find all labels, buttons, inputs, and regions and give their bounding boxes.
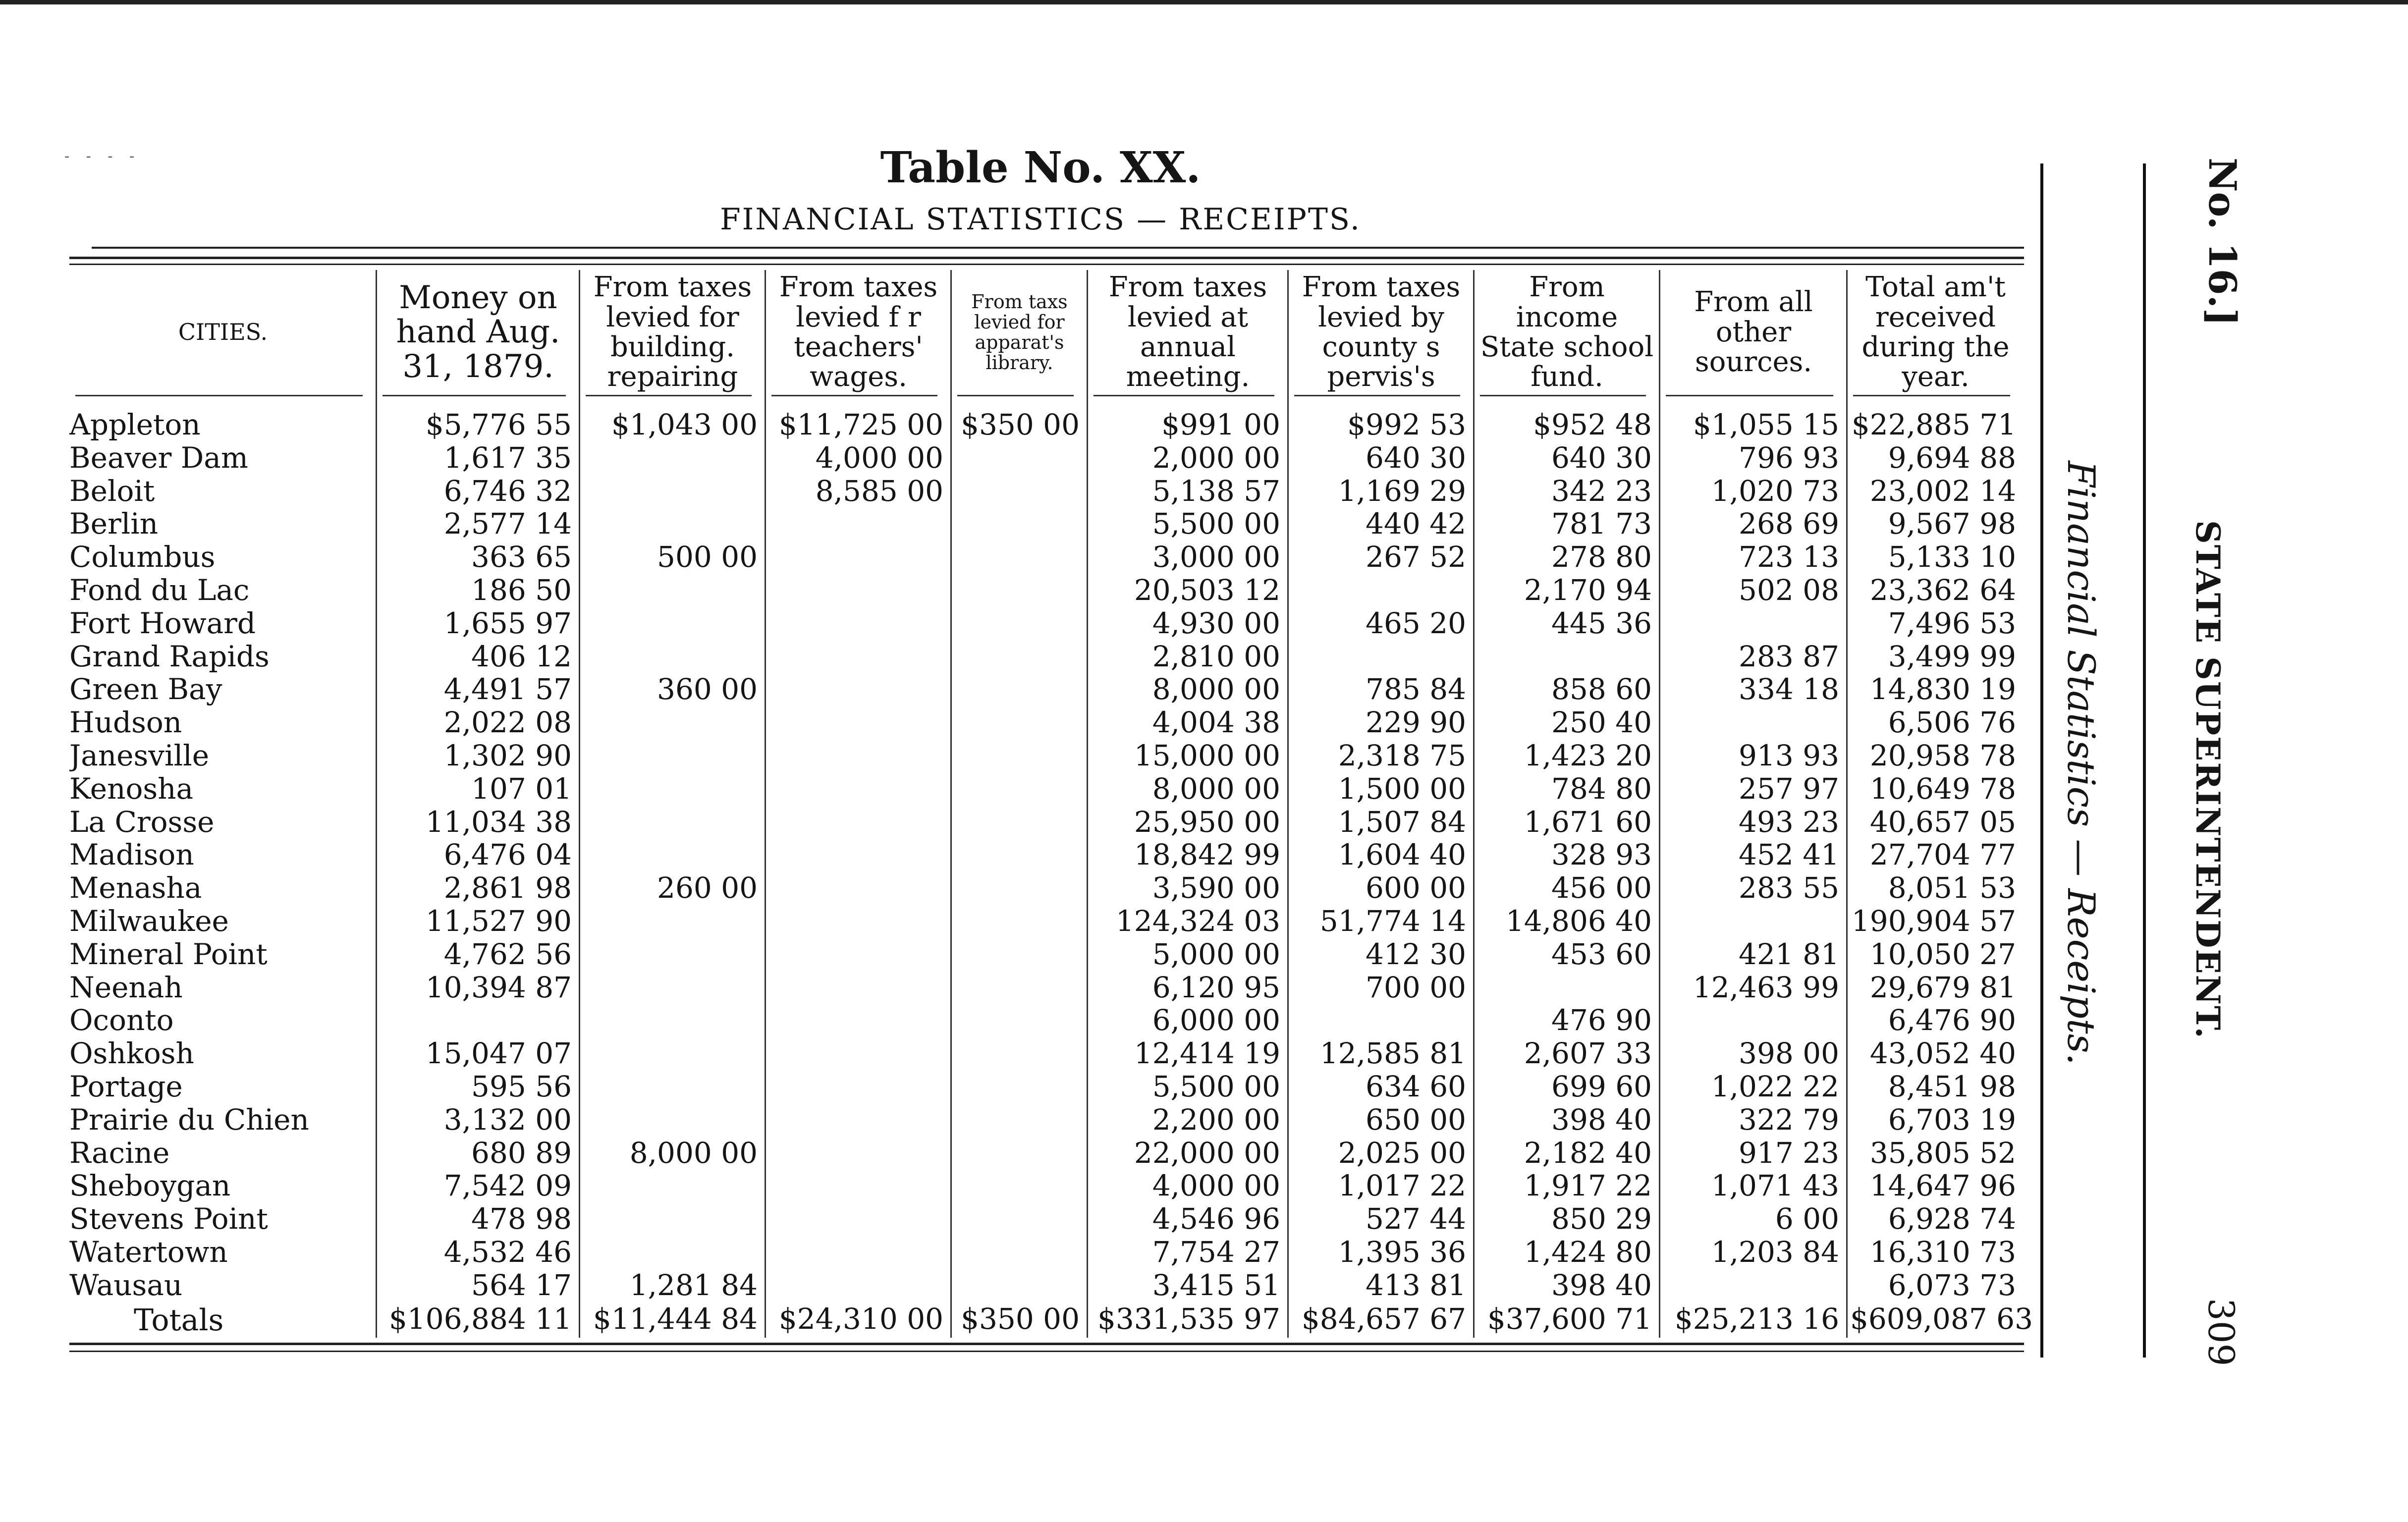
table-cell: $992 53 <box>1347 408 1466 441</box>
table-cell: 12,585 81 <box>1319 1036 1466 1070</box>
table-cell: 700 00 <box>1366 971 1466 1004</box>
table-cell: 8,585 00 <box>815 474 943 508</box>
column-header <box>585 268 761 397</box>
table-cell: 634 60 <box>1366 1070 1466 1103</box>
table-cell: $350 00 <box>961 408 1080 441</box>
table-cell: 250 40 <box>1551 706 1652 739</box>
totals-cell: $25,213 16 <box>1674 1302 1839 1336</box>
column-divider <box>376 270 377 1338</box>
column-header <box>74 268 372 397</box>
table-cell: 5,500 00 <box>1152 507 1280 541</box>
table-cell: 699 60 <box>1551 1070 1652 1103</box>
table-cell: 6,476 90 <box>1888 1003 2016 1037</box>
table-cell: 268 69 <box>1739 507 1839 541</box>
table-cell: 283 55 <box>1739 871 1839 905</box>
table-cell: 9,567 98 <box>1888 507 2016 541</box>
city-name: Appleton <box>69 409 201 441</box>
table-cell: 1,671 60 <box>1524 805 1652 839</box>
table-cell: 650 00 <box>1366 1103 1466 1137</box>
table-cell: 6,746 32 <box>443 474 572 508</box>
table-cell: 283 87 <box>1739 640 1839 673</box>
table-cell: 4,004 38 <box>1152 706 1280 739</box>
table-cell: 15,047 07 <box>425 1036 572 1070</box>
table-cell: 913 93 <box>1739 739 1839 772</box>
table-cell: 527 44 <box>1366 1202 1466 1236</box>
table-cell: 2,861 98 <box>443 871 572 905</box>
header-underline <box>1094 395 1274 396</box>
column-divider <box>950 270 952 1338</box>
totals-cell: $24,310 00 <box>778 1302 943 1336</box>
table-cell: 5,000 00 <box>1152 937 1280 971</box>
table-cell: 1,169 29 <box>1338 474 1466 508</box>
totals-cell: $11,444 84 <box>593 1302 758 1336</box>
table-cell: 260 00 <box>657 871 758 905</box>
table-cell: 3,590 00 <box>1152 871 1280 905</box>
table-cell: 7,754 27 <box>1152 1235 1280 1269</box>
column-header <box>1852 268 2019 397</box>
column-header <box>1479 268 1655 397</box>
table-cell: 4,491 57 <box>443 672 572 706</box>
city-name: Beloit <box>69 475 155 507</box>
header-underline <box>771 395 937 396</box>
city-name: Oshkosh <box>69 1037 194 1070</box>
bottom-rule-2 <box>69 1351 2024 1352</box>
table-cell: 25,950 00 <box>1134 805 1280 839</box>
column-divider <box>1087 270 1088 1338</box>
table-cell: 640 30 <box>1366 441 1466 475</box>
table-cell: 12,463 99 <box>1693 971 1839 1004</box>
city-name: Beaver Dam <box>69 442 248 474</box>
table-cell: 478 98 <box>471 1202 572 1236</box>
table-cell: 1,617 35 <box>443 441 572 475</box>
table-cell: 14,830 19 <box>1869 672 2016 706</box>
city-name: Green Bay <box>69 673 222 706</box>
city-name: Hudson <box>69 707 182 739</box>
table-cell: 6,073 73 <box>1888 1268 2016 1302</box>
totals-cell: $106,884 11 <box>389 1302 572 1336</box>
bottom-rule <box>69 1343 2024 1345</box>
table-cell: $1,043 00 <box>611 408 758 441</box>
table-cell: 680 89 <box>471 1136 572 1170</box>
table-cell: 267 52 <box>1366 540 1466 574</box>
table-cell: 1,017 22 <box>1338 1169 1466 1202</box>
header-underline <box>1666 395 1833 396</box>
table-cell: 1,071 43 <box>1711 1169 1839 1202</box>
table-cell: 784 80 <box>1551 772 1652 806</box>
table-cell: 2,025 00 <box>1338 1136 1466 1170</box>
table-cell: 6,928 74 <box>1888 1202 2016 1236</box>
table-cell: 43,052 40 <box>1869 1036 2016 1070</box>
table-cell: 6,703 19 <box>1888 1103 2016 1137</box>
table-cell: 564 17 <box>471 1268 572 1302</box>
table-cell: 1,281 84 <box>629 1268 758 1302</box>
table-cell: 1,424 80 <box>1524 1235 1652 1269</box>
right-border-line <box>2040 163 2043 1358</box>
table-cell: 8,051 53 <box>1888 871 2016 905</box>
table-cell: 595 56 <box>471 1070 572 1103</box>
table-cell: 6,120 95 <box>1152 971 1280 1004</box>
table-cell: 500 00 <box>657 540 758 574</box>
column-header <box>1293 268 1469 397</box>
city-name: Columbus <box>69 541 216 573</box>
table-cell: 493 23 <box>1739 805 1839 839</box>
table-cell: 4,762 56 <box>443 937 572 971</box>
header-underline <box>1480 395 1646 396</box>
table-cell: 1,020 73 <box>1711 474 1839 508</box>
table-cell: 2,318 75 <box>1338 739 1466 772</box>
table-cell: 27,704 77 <box>1869 838 2016 871</box>
table-cell: 40,657 05 <box>1869 805 2016 839</box>
column-header-label: From income State school fund. <box>1480 271 1654 393</box>
column-header-label: From taxes levied f r teachers' wages. <box>779 271 938 393</box>
table-cell: 10,050 27 <box>1869 937 2016 971</box>
table-cell: 456 00 <box>1551 871 1652 905</box>
table-cell: 502 08 <box>1739 573 1839 607</box>
table-cell: 8,000 00 <box>1152 772 1280 806</box>
table-cell: 186 50 <box>471 573 572 607</box>
table-cell: 398 40 <box>1551 1268 1652 1302</box>
table-cell: $22,885 71 <box>1851 408 2016 441</box>
table-cell: 124,324 03 <box>1115 904 1280 938</box>
table-cell: 1,917 22 <box>1524 1169 1652 1202</box>
table-cell: 2,577 14 <box>443 507 572 541</box>
table-cell: 445 36 <box>1551 606 1652 640</box>
column-header <box>1093 268 1283 397</box>
city-name: Neenah <box>69 972 183 1004</box>
header-underline <box>383 395 566 396</box>
table-title: Table No. XX. <box>880 143 1201 193</box>
column-divider <box>1287 270 1289 1338</box>
table-cell: 29,679 81 <box>1869 971 2016 1004</box>
totals-cell: $84,657 67 <box>1301 1302 1466 1336</box>
table-subtitle: FINANCIAL STATISTICS — RECEIPTS. <box>720 202 1361 237</box>
table-cell: 51,774 14 <box>1319 904 1466 938</box>
table-cell: 4,000 00 <box>815 441 943 475</box>
table-cell: 8,000 00 <box>629 1136 758 1170</box>
table-cell: 322 79 <box>1739 1103 1839 1137</box>
table-cell: 850 29 <box>1551 1202 1652 1236</box>
stray-marks: - - - - <box>64 148 141 165</box>
table-cell: 640 30 <box>1551 441 1652 475</box>
header-underline <box>957 395 1074 396</box>
table-cell: 4,000 00 <box>1152 1169 1280 1202</box>
city-name: Janesville <box>69 740 210 772</box>
header-rule <box>69 264 2024 265</box>
table-cell: 476 90 <box>1551 1003 1652 1037</box>
page-number: 309 <box>2200 1298 2242 1366</box>
top-rule-2 <box>69 257 2024 259</box>
totals-cell: $37,600 71 <box>1487 1302 1652 1336</box>
table-cell: 7,542 09 <box>443 1169 572 1202</box>
table-cell: 18,842 99 <box>1134 838 1280 871</box>
table-cell: 10,649 78 <box>1869 772 2016 806</box>
table-cell: 328 93 <box>1551 838 1652 871</box>
table-cell: 3,000 00 <box>1152 540 1280 574</box>
column-header <box>1665 268 1842 397</box>
totals-cell: $331,535 97 <box>1097 1302 1280 1336</box>
table-cell: 398 40 <box>1551 1103 1652 1137</box>
table-cell: 7,496 53 <box>1888 606 2016 640</box>
table-cell: 1,203 84 <box>1711 1235 1839 1269</box>
city-name: Mineral Point <box>69 938 268 971</box>
table-cell: $991 00 <box>1161 408 1280 441</box>
header-underline <box>1294 395 1460 396</box>
table-cell: 2,200 00 <box>1152 1103 1280 1137</box>
table-cell: 23,002 14 <box>1869 474 2016 508</box>
city-name: Wausau <box>69 1269 183 1302</box>
table-cell: 8,000 00 <box>1152 672 1280 706</box>
city-name: Grand Rapids <box>69 641 270 673</box>
table-cell: 363 65 <box>471 540 572 574</box>
city-name: Madison <box>69 839 194 871</box>
table-cell: 781 73 <box>1551 507 1652 541</box>
table-cell: 11,034 38 <box>425 805 572 839</box>
city-name: Kenosha <box>69 773 194 805</box>
table-cell: $1,055 15 <box>1693 408 1839 441</box>
running-head: STATE SUPERINTENDENT. <box>2189 520 2227 1039</box>
table-cell: 2,810 00 <box>1152 640 1280 673</box>
table-cell: 421 81 <box>1739 937 1839 971</box>
table-cell: 5,500 00 <box>1152 1070 1280 1103</box>
table-cell: 440 42 <box>1366 507 1466 541</box>
table-cell: 190,904 57 <box>1851 904 2016 938</box>
city-name: Watertown <box>69 1236 228 1268</box>
table-cell: 453 60 <box>1551 937 1652 971</box>
city-name: Berlin <box>69 508 159 540</box>
city-name: Portage <box>69 1071 183 1103</box>
table-cell: 5,133 10 <box>1888 540 2016 574</box>
column-divider <box>579 270 580 1338</box>
table-cell: $11,725 00 <box>778 408 943 441</box>
city-name: La Crosse <box>69 806 215 838</box>
table-cell: 22,000 00 <box>1134 1136 1280 1170</box>
table-cell: 785 84 <box>1366 672 1466 706</box>
totals-label: Totals <box>134 1303 224 1338</box>
table-cell: 23,362 64 <box>1869 573 2016 607</box>
table-cell: 278 80 <box>1551 540 1652 574</box>
table-cell: 6,000 00 <box>1152 1003 1280 1037</box>
table-cell: 360 00 <box>657 672 758 706</box>
table-cell: 2,000 00 <box>1152 441 1280 475</box>
table-cell: 465 20 <box>1366 606 1466 640</box>
table-cell: 1,423 20 <box>1524 739 1652 772</box>
table-cell: 413 81 <box>1366 1268 1466 1302</box>
table-cell: 4,532 46 <box>443 1235 572 1269</box>
table-cell: 406 12 <box>471 640 572 673</box>
table-cell: 12,414 19 <box>1134 1036 1280 1070</box>
table-cell: 334 18 <box>1739 672 1839 706</box>
table-cell: 4,930 00 <box>1152 606 1280 640</box>
table-cell: $952 48 <box>1533 408 1652 441</box>
table-cell: 3,415 51 <box>1152 1268 1280 1302</box>
column-header-label: From taxs levied for apparat's library. <box>971 290 1068 374</box>
table-cell: 1,655 97 <box>443 606 572 640</box>
city-name: Milwaukee <box>69 905 229 937</box>
table-cell: 15,000 00 <box>1134 739 1280 772</box>
column-header <box>770 268 946 397</box>
table-cell: 2,607 33 <box>1524 1036 1652 1070</box>
column-header-label: From taxes levied for building. repairing <box>593 271 752 393</box>
column-header-label: From taxes levied by county s pervis's <box>1302 271 1461 393</box>
column-divider <box>1659 270 1660 1338</box>
table-cell: 600 00 <box>1366 871 1466 905</box>
city-name: Prairie du Chien <box>69 1104 309 1136</box>
header-underline <box>586 395 752 396</box>
totals-cell: $350 00 <box>961 1302 1080 1336</box>
table-cell: 1,022 22 <box>1711 1070 1839 1103</box>
page-top-rule <box>0 0 2408 4</box>
table-cell: 2,182 40 <box>1524 1136 1652 1170</box>
table-cell: 1,395 36 <box>1338 1235 1466 1269</box>
outer-right-line <box>2143 163 2146 1358</box>
table-cell: 1,302 90 <box>443 739 572 772</box>
city-name: Fort Howard <box>69 607 256 640</box>
table-cell: 796 93 <box>1739 441 1839 475</box>
table-cell: 1,604 40 <box>1338 838 1466 871</box>
table-cell: 2,022 08 <box>443 706 572 739</box>
column-divider <box>765 270 766 1338</box>
table-cell: 6,476 04 <box>443 838 572 871</box>
table-cell: 5,138 57 <box>1152 474 1280 508</box>
table-cell: 9,694 88 <box>1888 441 2016 475</box>
table-cell: 1,507 84 <box>1338 805 1466 839</box>
table-cell: 10,394 87 <box>425 971 572 1004</box>
section-title: Financial Statistics — Receipts. <box>2059 461 2103 1065</box>
header-underline <box>75 395 363 396</box>
column-header-label: From taxes levied at annual meeting. <box>1108 271 1267 393</box>
table-cell: 412 30 <box>1366 937 1466 971</box>
column-header-label: CITIES. <box>178 319 268 346</box>
table-cell: 16,310 73 <box>1869 1235 2016 1269</box>
column-header <box>382 268 575 397</box>
column-header-label: Money on hand Aug. 31, 1879. <box>396 279 560 385</box>
city-name: Oconto <box>69 1004 174 1036</box>
city-name: Menasha <box>69 872 202 904</box>
top-rule <box>92 247 2024 249</box>
table-cell: 452 41 <box>1739 838 1839 871</box>
totals-cell: $609,087 63 <box>1850 1302 2033 1336</box>
city-name: Sheboygan <box>69 1170 231 1202</box>
table-cell: 342 23 <box>1551 474 1652 508</box>
column-header <box>956 268 1083 397</box>
table-cell: 917 23 <box>1739 1136 1839 1170</box>
table-cell: 3,499 99 <box>1888 640 2016 673</box>
table-cell: 229 90 <box>1366 706 1466 739</box>
table-cell: 6 00 <box>1775 1202 1839 1236</box>
city-name: Stevens Point <box>69 1203 268 1235</box>
table-cell: 257 97 <box>1739 772 1839 806</box>
column-header-label: From all other sources. <box>1694 286 1813 379</box>
column-header-label: Total am't received during the year. <box>1861 271 2010 393</box>
table-cell: 4,546 96 <box>1152 1202 1280 1236</box>
table-cell: 20,503 12 <box>1134 573 1280 607</box>
table-cell: 20,958 78 <box>1869 739 2016 772</box>
table-cell: 3,132 00 <box>443 1103 572 1137</box>
header-underline <box>1853 395 2010 396</box>
table-cell: 858 60 <box>1551 672 1652 706</box>
column-divider <box>1846 270 1848 1338</box>
column-divider <box>1473 270 1475 1338</box>
table-cell: 14,647 96 <box>1869 1169 2016 1202</box>
table-cell: 35,805 52 <box>1869 1136 2016 1170</box>
table-cell: 14,806 40 <box>1505 904 1652 938</box>
table-cell: 107 01 <box>471 772 572 806</box>
table-cell: 1,500 00 <box>1338 772 1466 806</box>
table-cell: $5,776 55 <box>425 408 572 441</box>
table-cell: 6,506 76 <box>1888 706 2016 739</box>
city-name: Racine <box>69 1137 170 1169</box>
table-cell: 723 13 <box>1739 540 1839 574</box>
table-cell: 11,527 90 <box>425 904 572 938</box>
table-cell: 398 00 <box>1739 1036 1839 1070</box>
table-cell: 2,170 94 <box>1524 573 1652 607</box>
document-number: No. 16.] <box>2200 158 2244 326</box>
table-cell: 8,451 98 <box>1888 1070 2016 1103</box>
city-name: Fond du Lac <box>69 574 250 606</box>
